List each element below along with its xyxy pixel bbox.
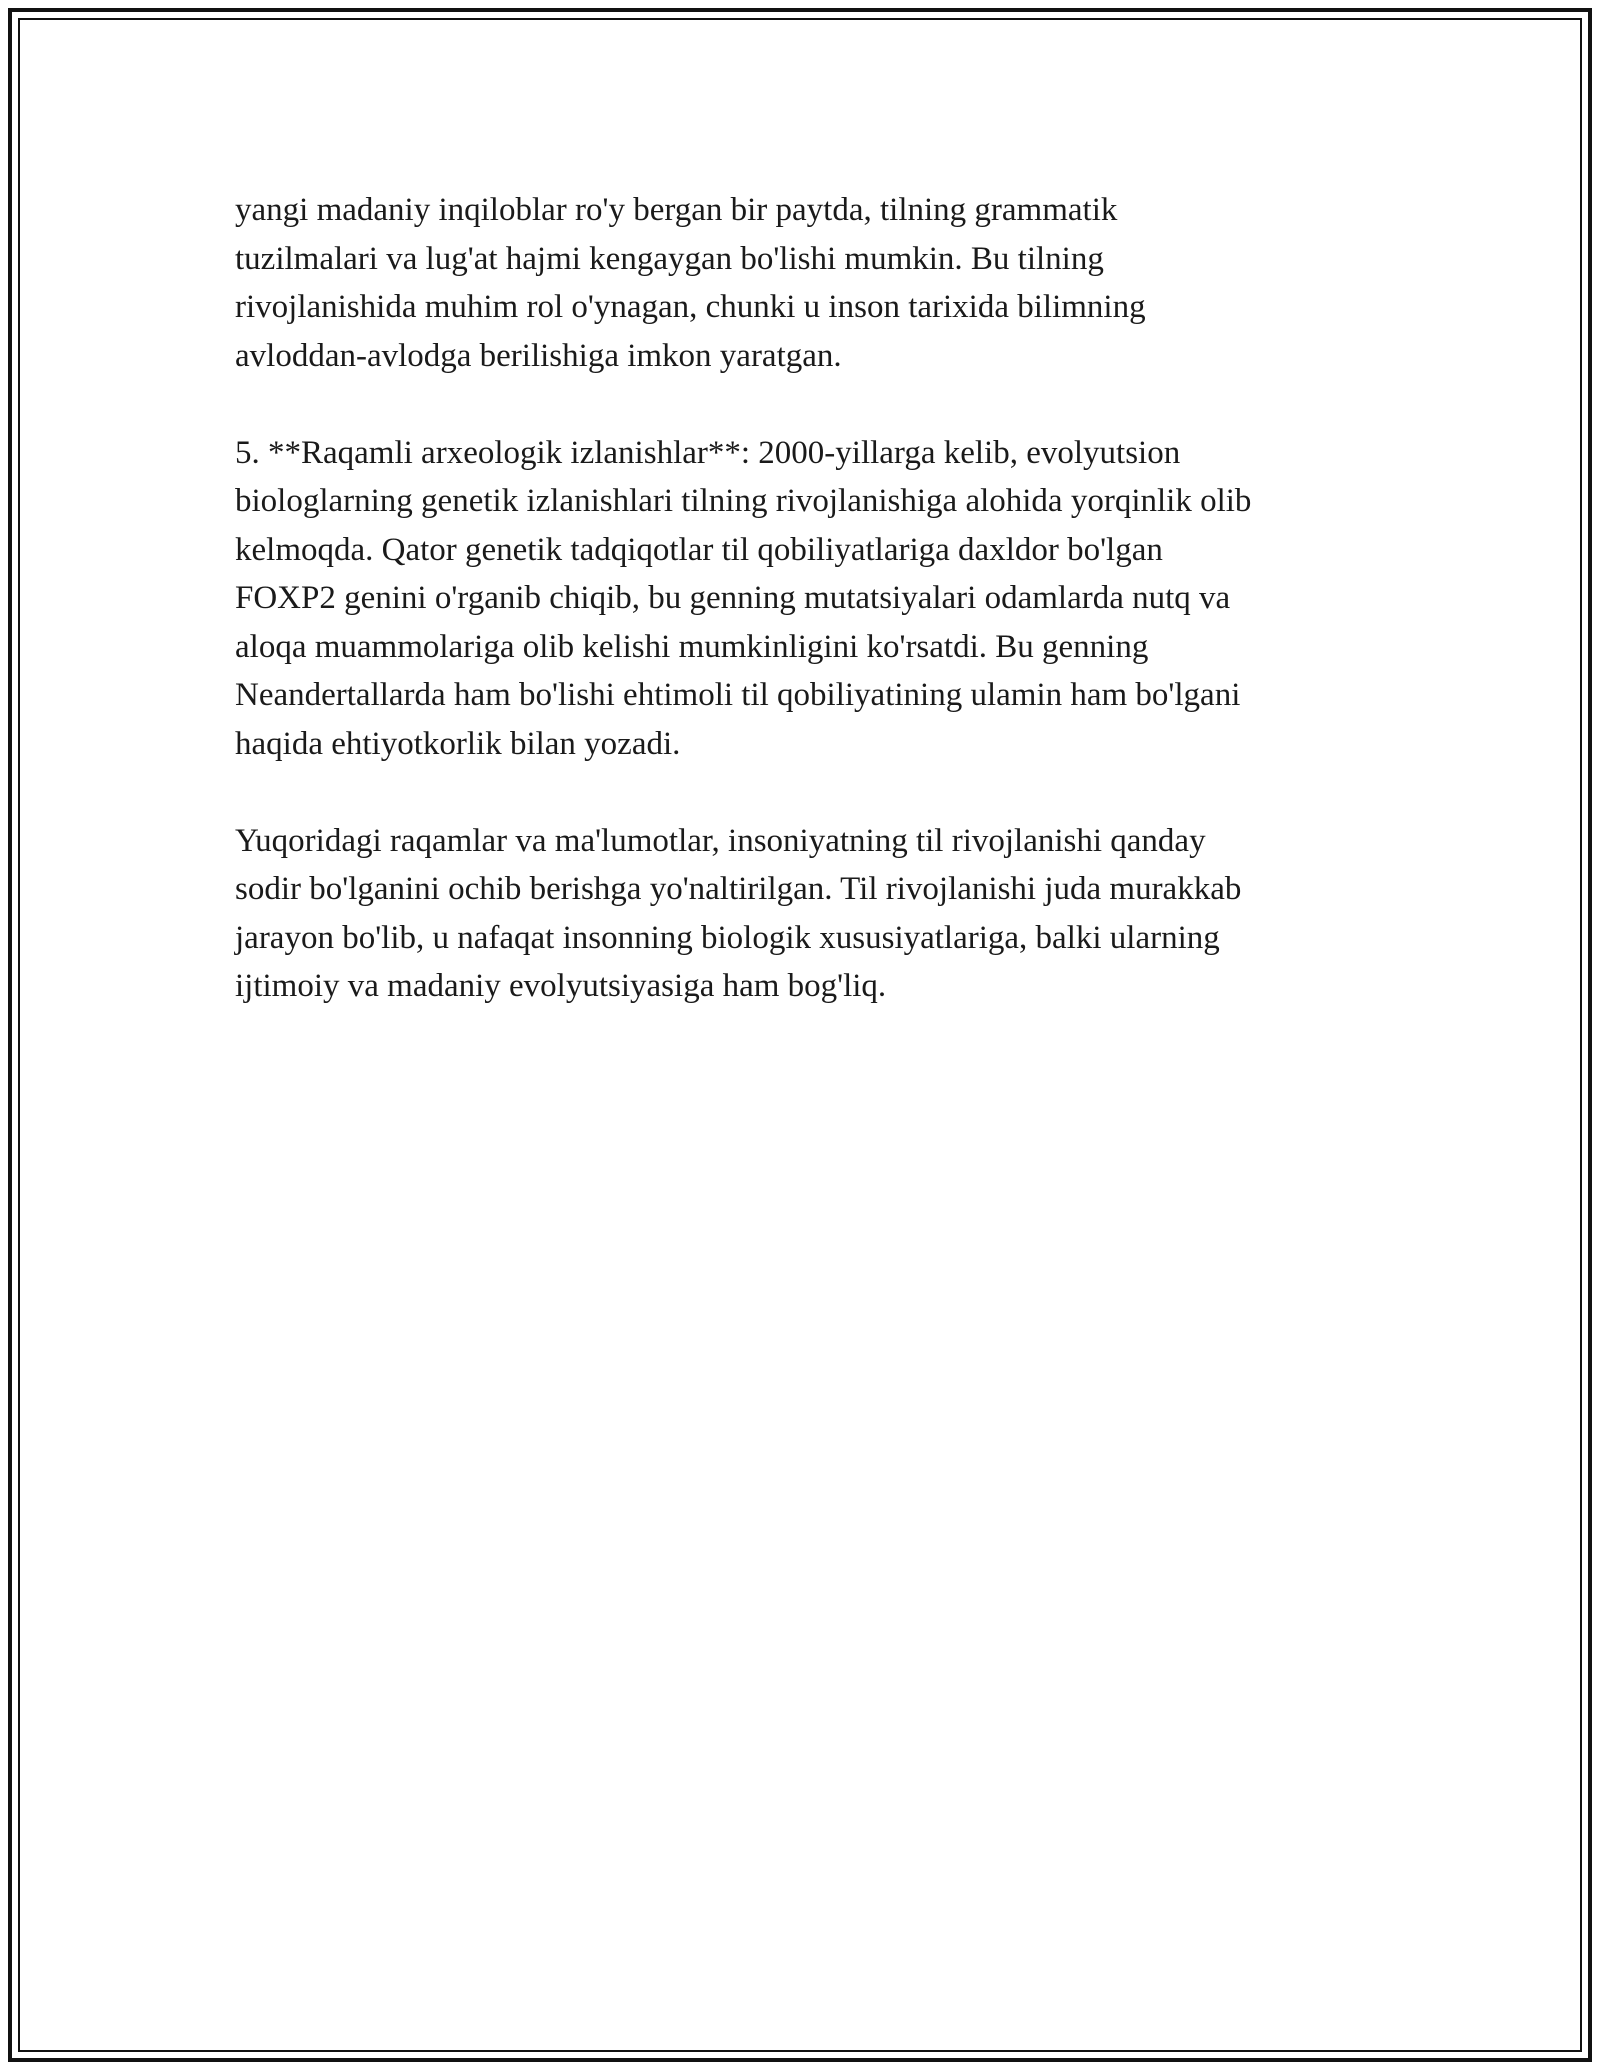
text-line: yangi madaniy inqiloblar ro'y bergan bir paytda, tilning grammatik [235,192,1118,228]
text-line: Neandertallarda ham bo'lishi ehtimoli til qobiliyatining ulamin ham bo'lgani [235,677,1241,713]
document-body [235,186,1385,1059]
paragraph-continuation [235,186,1385,380]
text-line: FOXP2 genini o'rganib chiqib, bu genning mutatsiyalari odamlarda nutq va [235,580,1231,616]
text-line: rivojlanishida muhim rol o'ynagan, chunki u inson tarixida bilimning [235,289,1146,325]
text-line: jarayon bo'lib, u nafaqat insonning biologik xususiyatlariga, balki ularning [235,919,1220,956]
paragraph-conclusion [235,817,1385,1011]
text-line: Yuqoridagi raqamlar va ma'lumotlar, insoniyatning til rivojlanishi qanday [235,822,1206,859]
text-line: sodir bo'lganini ochib berishga yo'naltirilgan. Til rivojlanishi juda murakkab [235,871,1242,907]
text-line: tuzilmalari va lug'at hajmi kengaygan bo'lishi mumkin. Bu tilning [235,240,1104,277]
text-line: aloqa muammolariga olib kelishi mumkinligini ko'rsatdi. Bu genning [235,628,1149,665]
text-line: haqida ehtiyotkorlik bilan yozadi. [235,725,681,762]
paragraph-item-5 [235,429,1385,769]
text-line: ijtimoiy va madaniy evolyutsiyasiga ham bog'liq. [235,968,887,1004]
text-line: avloddan-avlodga berilishiga imkon yaratgan. [235,337,842,374]
text-line: biologlarning genetik izlanishlari tilning rivojlanishiga alohida yorqinlik olib [235,483,1252,519]
text-line: 5. **Raqamli arxeologik izlanishlar**: 2000-yillarga kelib, evolyutsion [235,434,1181,471]
text-line: kelmoqda. Qator genetik tadqiqotlar til qobiliyatlariga daxldor bo'lgan [235,531,1163,568]
